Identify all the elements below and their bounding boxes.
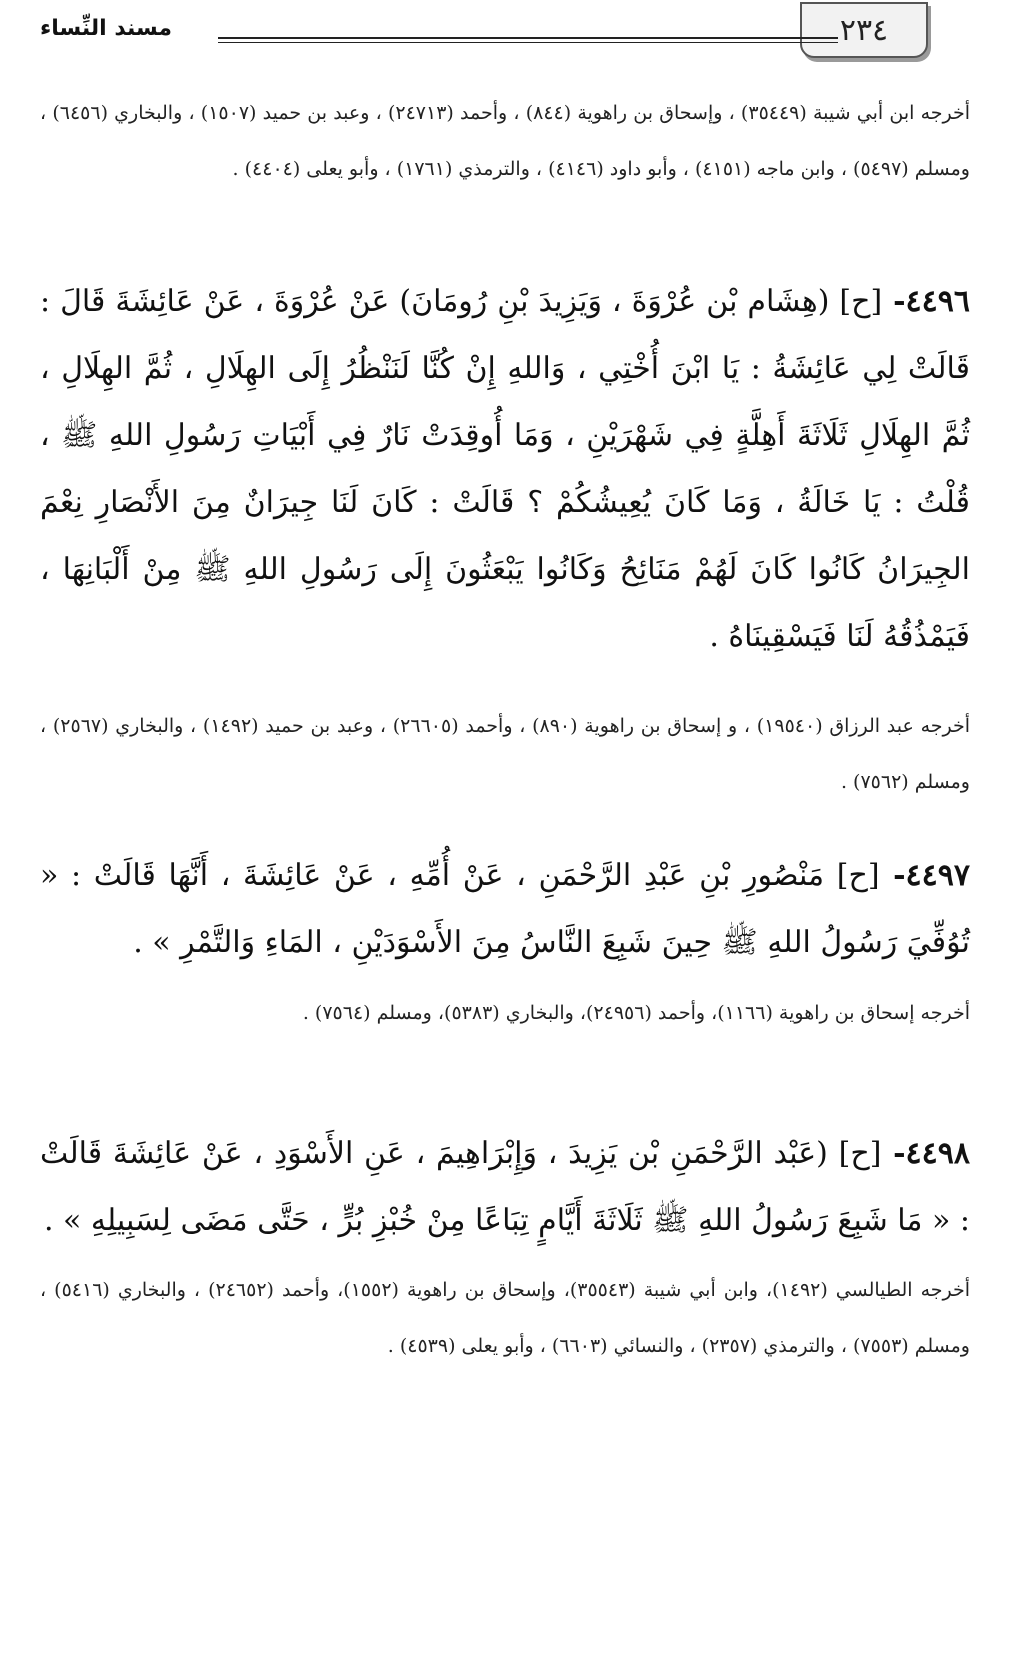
footnote-text: أخرجه الطيالسي (١٤٩٢)، وابن أبي شيبة (٣٥٥٤٣)، وإسحاق بن راهوية (١٥٥٢)، وأحمد (٢٤٦٥٢) ، والبخاري (٥٤١٦) ، ومسلم (٧٥٥٣) ، والترمذي (٢٣٥٧) ، والنسائي (٦٦٠٣) ، وأبو يعلى (٤٥٣٩) . (40, 1279, 971, 1357)
running-title: مسند النِّساء (40, 16, 173, 41)
footnote-text: أخرجه ابن أبي شيبة (٣٥٤٤٩) ، وإسحاق بن راهوية (٨٤٤) ، وأحمد (٢٤٧١٣) ، وعبد بن حميد (١٥٠٧) ، والبخاري (٦٤٥٦) ، ومسلم (٥٤٩٧) ، وابن ماجه (٤١٥١) ، وأبو داود (٤١٤٦) ، والترمذي (١٧٦١) ، وأبو يعلى (٤٤٠٤) . (40, 102, 971, 180)
hadith-number: ٤٤٩٨- (881, 1136, 970, 1171)
header-rule (218, 37, 838, 43)
hadith-text: [ح] مَنْصُورِ بْنِ عَبْدِ الرَّحْمَنِ ، عَنْ أُمِّهِ ، عَنْ عَائِشَةَ ، أَنَّهَا قَالَتْ : « تُوُفِّيَ رَسُولُ اللهِ ﷺ حِينَ شَبِعَ النَّاسُ مِنَ الأَسْوَدَيْنِ ، المَاءِ وَالتَّمْرِ » . (40, 858, 970, 960)
hadith-number: ٤٤٩٦- (882, 284, 970, 319)
footnote-text: أخرجه إسحاق بن راهوية (١١٦٦)، وأحمد (٢٤٩٥٦)، والبخاري (٥٣٨٣)، ومسلم (٧٥٦٤) . (302, 1002, 970, 1024)
footnote-takhrij (40, 85, 970, 197)
hadith-text: [ح] (عَبْد الرَّحْمَنِ بْن يَزِيدَ ، وَإِبْرَاهِيمَ ، عَنِ الأَسْوَدِ ، عَنْ عَائِشَةَ قَالَتْ : « مَا شَبِعَ رَسُولُ اللهِ ﷺ ثَلَاثَةَ أَيَّامٍ تِبَاعًا مِنْ خُبْزِ بُرٍّ ، حَتَّى مَضَى لِسَبِيلِهِ » . (40, 1136, 970, 1238)
hadith-entry (40, 268, 970, 670)
hadith-text: [ح] (هِشَام بْن عُرْوَةَ ، وَيَزِيدَ بْنِ رُومَانَ) عَنْ عُرْوَةَ ، عَنْ عَائِشَةَ قَالَ : قَالَتْ لِي عَائِشَةُ : يَا ابْنَ أُخْتِي ، وَاللهِ إِنْ كُنَّا لَنَنْظُرُ إِلَى الهِلَالِ ، ثُمَّ الهِلَالِ ، ثُمَّ الهِلَالِ ثَلَاثَةَ أَهِلَّةٍ فِي شَهْرَيْنِ ، وَمَا أُوقِدَتْ نَارٌ فِي أَبْيَاتِ رَسُولِ اللهِ ﷺ ، قُلْتُ : يَا خَالَةُ ، وَمَا كَانَ يُعِيشُكُمْ ؟ قَالَتْ : كَانَ لَنَا جِيرَانٌ مِنَ الأَنْصَارِ نِعْمَ الجِيرَانُ كَانُوا كَانَ لَهُمْ مَنَائِحُ وَكَانُوا يَبْعَثُونَ إِلَى رَسُولِ اللهِ ﷺ مِنْ أَلْبَانِهَا ، فَيَمْذُقُهُ لَنَا فَيَسْقِينَاهُ . (40, 284, 970, 654)
footnote-takhrij (40, 698, 970, 810)
page-number: ٢٣٤ (839, 12, 889, 48)
hadith-entry (40, 842, 970, 976)
footnote-text: أخرجه عبد الرزاق (١٩٥٤٠) ، و إسحاق بن راهوية (٨٩٠) ، وأحمد (٢٦٦٠٥) ، وعبد بن حميد (١٤٩٢) ، والبخاري (٢٥٦٧) ، ومسلم (٧٥٦٢) . (40, 715, 971, 793)
hadith-entry (40, 1120, 970, 1254)
hadith-number: ٤٤٩٧- (879, 858, 970, 893)
page-number-tab (800, 2, 928, 58)
footnote-takhrij (40, 985, 970, 1041)
footnote-takhrij (40, 1262, 970, 1374)
